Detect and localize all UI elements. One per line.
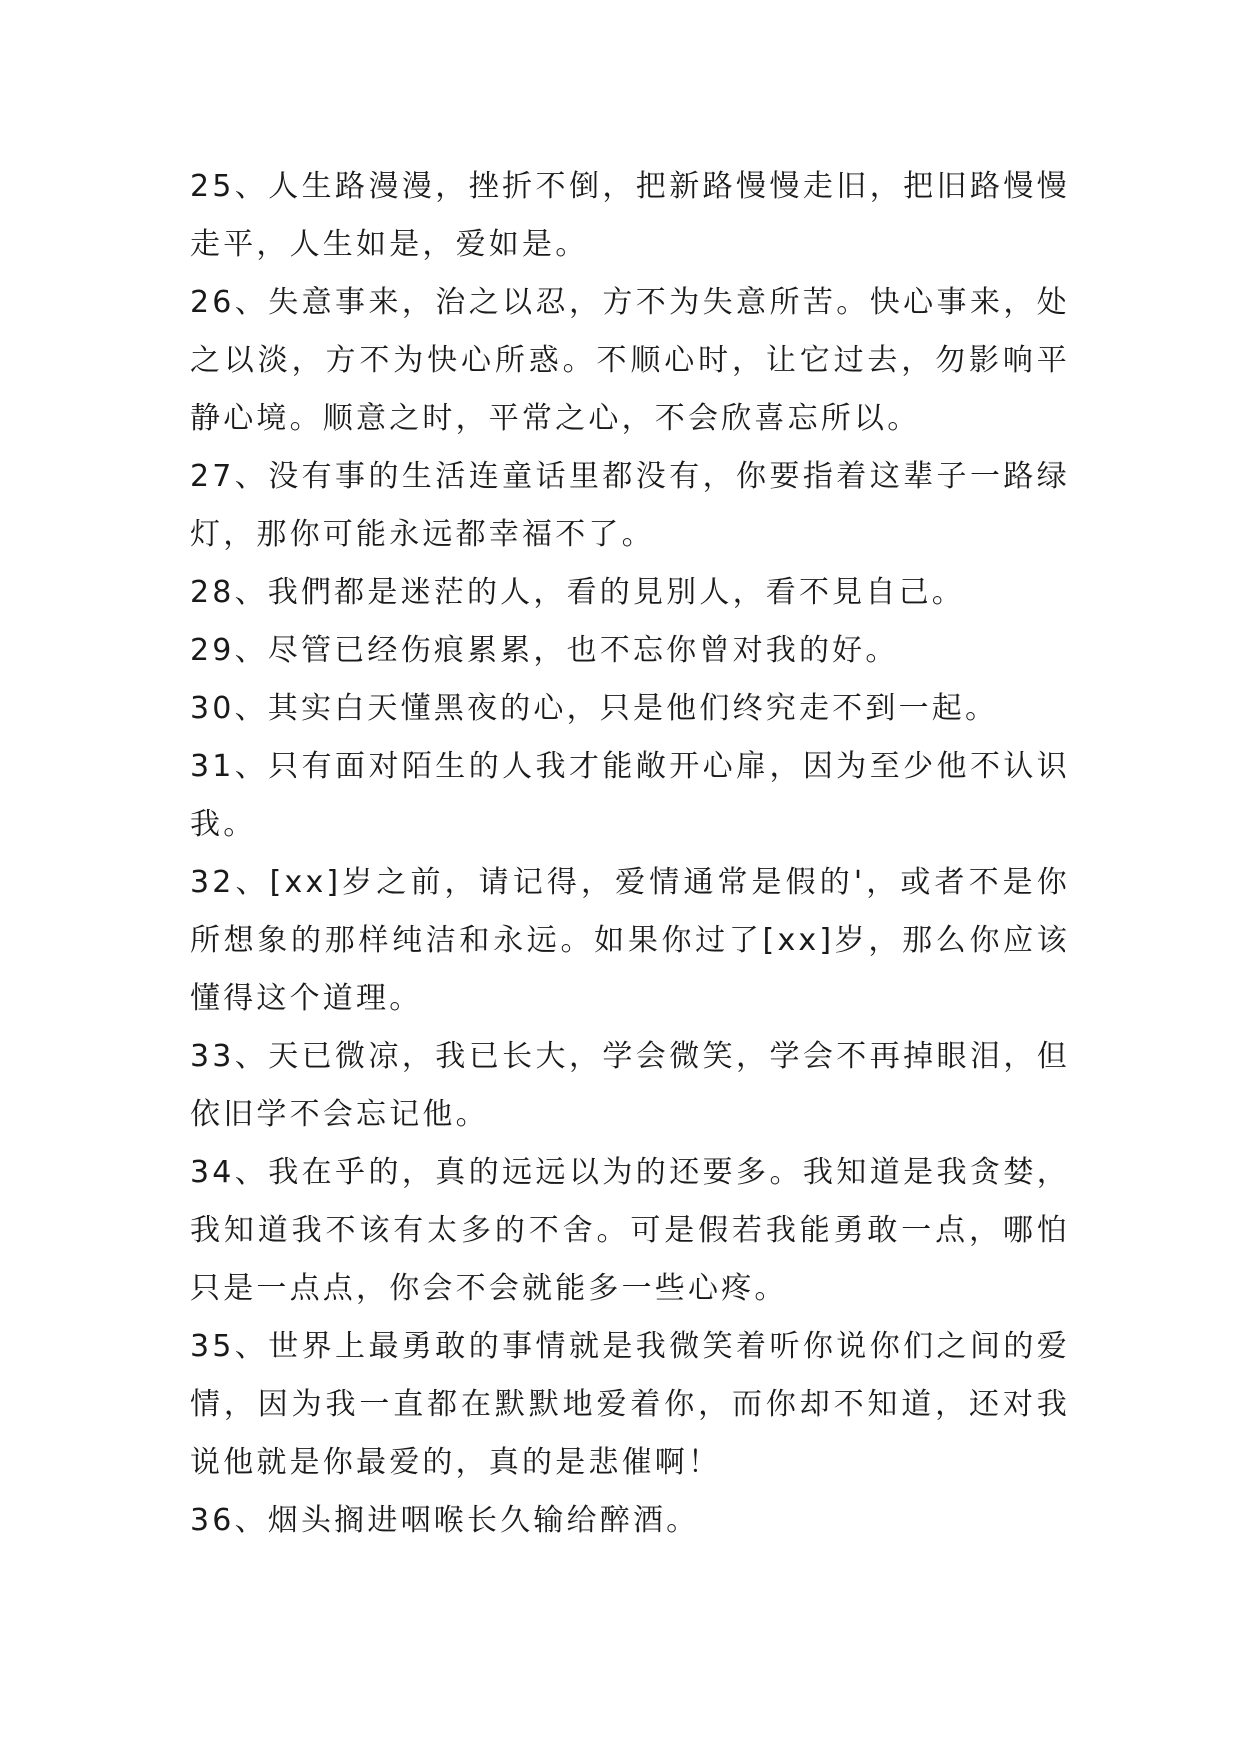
- paragraph-33: 33、天已微凉，我已长大，学会微笑，学会不再掉眼泪，但依旧学不会忘记他。: [190, 1039, 1070, 1132]
- paragraph-25: 25、人生路漫漫，挫折不倒，把新路慢慢走旧，把旧路慢慢走平，人生如是，爱如是。: [190, 169, 1070, 262]
- paragraph-27: 27、没有事的生活连童话里都没有，你要指着这辈子一路绿灯，那你可能永远都幸福不了。: [190, 459, 1070, 552]
- paragraph-31: 31、只有面对陌生的人我才能敞开心扉，因为至少他不认识我。: [190, 749, 1070, 842]
- paragraph-35: 35、世界上最勇敢的事情就是我微笑着听你说你们之间的爱情，因为我一直都在默默地爱着你，而你却不知道，还对我说他就是你最爱的，真的是悲催啊！: [190, 1329, 1070, 1480]
- paragraph-32: 32、[xx]岁之前，请记得，爱情通常是假的'，或者不是你所想象的那样纯洁和永远。如果你过了[xx]岁，那么你应该懂得这个道理。: [190, 865, 1070, 1016]
- paragraph-30: 30、其实白天懂黑夜的心，只是他们终究走不到一起。: [190, 691, 999, 726]
- paragraph-26: 26、失意事来，治之以忍，方不为失意所苦。快心事来，处之以淡，方不为快心所惑。不顺心时，让它过去，勿影响平静心境。顺意之时，平常之心，不会欣喜忘所以。: [190, 285, 1070, 436]
- paragraph-29: 29、尽管已经伤痕累累，也不忘你曾对我的好。: [190, 633, 899, 668]
- paragraph-28: 28、我們都是迷茫的人，看的見別人，看不見自己。: [190, 575, 965, 610]
- paragraph-36: 36、烟头搁进咽喉长久输给醉酒。: [190, 1503, 700, 1538]
- document-body: [190, 158, 1070, 1550]
- paragraph-34: 34、我在乎的，真的远远以为的还要多。我知道是我贪婪，我知道我不该有太多的不舍。可是假若我能勇敢一点，哪怕只是一点点，你会不会就能多一些心疼。: [190, 1155, 1070, 1306]
